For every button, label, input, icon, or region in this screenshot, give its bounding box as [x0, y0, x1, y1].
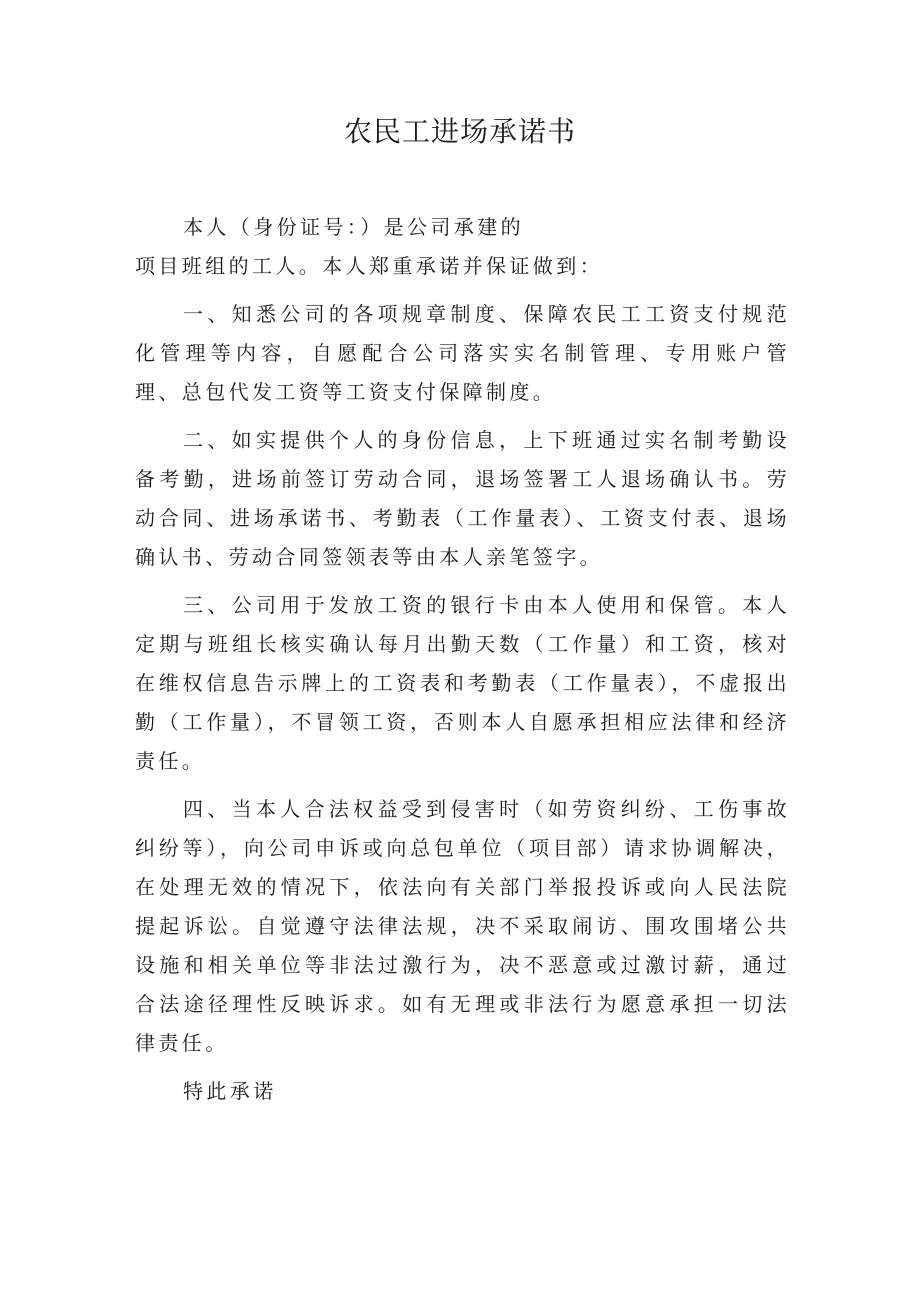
document-body: [135, 208, 790, 1111]
closing-statement: 特此承诺: [183, 1079, 277, 1103]
clause-1: 一、知悉公司的各项规章制度、保障农民工工资支付规范化管理等内容，自愿配合公司落实实名制管理、专用账户管理、总包代发工资等工资支付保障制度。: [135, 302, 790, 404]
intro-line-1: 本人（身份证号：）是公司承建的: [183, 215, 524, 239]
clause-3: 三、公司用于发放工资的银行卡由本人使用和保管。本人定期与班组长核实确认每月出勤天数（工作量）和工资，核对在维权信息告示牌上的工资表和考勤表（工作量表），不虚报出勤（工作量），不冒领工资，否则本人自愿承担相应法律和经济责任。: [135, 593, 790, 773]
clause-2: 二、如实提供个人的身份信息，上下班通过实名制考勤设备考勤，进场前签订劳动合同，退场签署工人退场确认书。劳动合同、进场承诺书、考勤表（工作量表）、工资支付表、退场确认书、劳动合同签领表等由本人亲笔签字。: [135, 428, 790, 569]
document-title: 农民工进场承诺书: [343, 115, 576, 148]
intro-line-2: 项目班组的工人。本人郑重承诺并保证做到：: [135, 254, 603, 278]
intro-paragraph: [135, 208, 790, 286]
clause-4: 四、当本人合法权益受到侵害时（如劳资纠纷、工伤事故纠纷等），向公司申诉或向总包单位（项目部）请求协调解决，在处理无效的情况下，依法向有关部门举报投诉或向人民法院提起诉讼。自觉遵守法律法规，决不采取闹访、围攻围堵公共设施和相关单位等非法过激行为，决不恶意或过激讨薪，通过合法途径理性反映诉求。如有无理或非法行为愿意承担一切法律责任。: [135, 797, 790, 1055]
